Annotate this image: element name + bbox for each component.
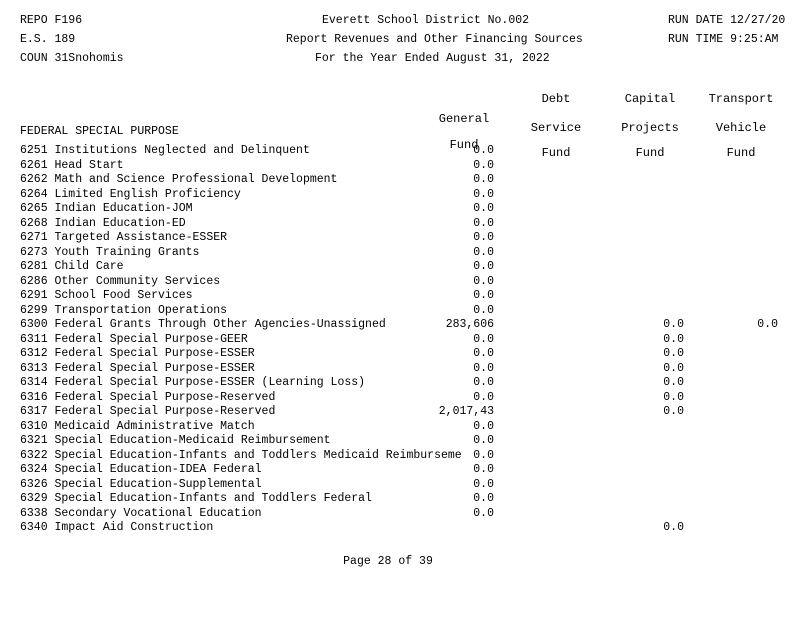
general-fund-value: 0.0 <box>473 173 494 186</box>
row-description: 6338 Secondary Vocational Education <box>20 506 262 520</box>
table-row <box>0 434 800 449</box>
table-row <box>0 231 800 246</box>
column-heading-line: Vehicle <box>715 120 767 135</box>
report-period: For the Year Ended August 31, 2022 <box>315 52 550 65</box>
general-fund-value: 0.0 <box>473 376 494 389</box>
report-title: Report Revenues and Other Financing Sources <box>286 33 583 46</box>
general-fund-value: 283,606 <box>445 318 494 331</box>
row-description: 6261 Head Start <box>20 158 124 172</box>
capital-projects-value: 0.0 <box>663 361 684 375</box>
row-description: 6316 Federal Special Purpose-Reserved <box>20 390 276 404</box>
table-row <box>0 202 800 217</box>
general-fund-value: 0.0 <box>473 463 494 476</box>
capital-projects-value: 0.0 <box>663 347 684 360</box>
row-description: 6312 Federal Special Purpose-ESSER <box>20 347 255 360</box>
general-fund-value: 0.0 <box>473 448 494 462</box>
table-row <box>0 318 800 333</box>
general-fund-value: 0.0 <box>473 303 494 317</box>
capital-projects-value: 0.0 <box>663 318 684 331</box>
capital-projects-value: 0.0 <box>663 521 684 534</box>
table-row <box>0 304 800 319</box>
table-row <box>0 275 800 290</box>
row-description: 6299 Transportation Operations <box>20 303 228 317</box>
table-row <box>0 521 800 536</box>
table-row <box>0 347 800 362</box>
general-fund-value: 0.0 <box>473 202 494 215</box>
table-row <box>0 463 800 478</box>
general-fund-value: 0.0 <box>473 274 494 288</box>
row-description: 6311 Federal Special Purpose-GEER <box>20 332 248 346</box>
row-description: 6322 Special Education-Infants and Toddlers Medicaid Reimburseme <box>20 448 462 462</box>
row-description: 6326 Special Education-Supplemental <box>20 477 262 491</box>
report-id: REPO F196 <box>20 14 83 27</box>
table-row <box>0 188 800 203</box>
capital-projects-value: 0.0 <box>663 390 684 404</box>
row-description: 6286 Other Community Services <box>20 274 221 288</box>
table-row <box>0 507 800 522</box>
row-description: 6321 Special Education-Medicaid Reimbursement <box>20 434 331 447</box>
row-description: 6324 Special Education-IDEA Federal <box>20 463 262 476</box>
district-name: Everett School District No.002 <box>322 14 530 27</box>
general-fund-value: 0.0 <box>473 477 494 491</box>
run-date: RUN DATE 12/27/20 <box>668 14 786 27</box>
general-fund-value: 0.0 <box>473 144 494 157</box>
row-description: 6313 Federal Special Purpose-ESSER <box>20 361 255 375</box>
capital-projects-value: 0.0 <box>663 405 684 418</box>
general-fund-value: 0.0 <box>473 347 494 360</box>
general-fund-value: 0.0 <box>473 231 494 244</box>
table-row <box>0 362 800 377</box>
row-description: 6329 Special Education-Infants and Toddlers Federal <box>20 492 372 505</box>
table-row <box>0 246 800 261</box>
row-description: 6273 Youth Training Grants <box>20 245 200 259</box>
table-row <box>0 260 800 275</box>
column-heading-line: General <box>438 112 490 126</box>
column-heading-line: Fund <box>449 137 479 152</box>
capital-projects-value: 0.0 <box>663 376 684 389</box>
row-description: 6314 Federal Special Purpose-ESSER (Learning Loss) <box>20 376 366 389</box>
table-row <box>0 420 800 435</box>
general-fund-value: 0.0 <box>473 506 494 520</box>
run-time: RUN TIME 9:25:AM <box>668 33 779 46</box>
table-row <box>0 173 800 188</box>
table-row <box>0 159 800 174</box>
column-heading-line: Fund <box>635 146 665 160</box>
table-row <box>0 405 800 420</box>
table-row <box>0 217 800 232</box>
column-heading-line: Projects <box>621 120 679 135</box>
row-description: 6281 Child Care <box>20 260 124 273</box>
row-description: 6265 Indian Education-JOM <box>20 202 193 215</box>
row-description: 6310 Medicaid Administrative Match <box>20 419 255 433</box>
row-description: 6300 Federal Grants Through Other Agencies-Unassigned <box>20 318 386 331</box>
column-heading-line: Fund <box>726 146 756 160</box>
row-description: 6264 Limited English Proficiency <box>20 187 241 201</box>
general-fund-value: 0.0 <box>473 492 494 505</box>
capital-projects-value: 0.0 <box>663 332 684 346</box>
column-heading-line: Transport <box>708 92 774 106</box>
general-fund-value: 0.0 <box>473 361 494 375</box>
table-row <box>0 478 800 493</box>
row-description: 6291 School Food Services <box>20 289 193 302</box>
column-heading-line: Fund <box>541 146 571 160</box>
general-fund-value: 0.0 <box>473 245 494 259</box>
row-description: 6268 Indian Education-ED <box>20 216 186 230</box>
table-row <box>0 376 800 391</box>
table-row <box>0 289 800 304</box>
table-row <box>0 492 800 507</box>
page-number: Page 28 of 39 <box>343 555 433 568</box>
general-fund-value: 0.0 <box>473 332 494 346</box>
general-fund-value: 0.0 <box>473 434 494 447</box>
column-heading-line: Service <box>530 120 582 135</box>
general-fund-value: 2,017,43 <box>438 405 494 418</box>
row-description: 6317 Federal Special Purpose-Reserved <box>20 405 276 418</box>
table-row <box>0 391 800 406</box>
general-fund-value: 0.0 <box>473 187 494 201</box>
column-heading-line: Capital <box>624 92 676 106</box>
table-row <box>0 144 800 159</box>
general-fund-value: 0.0 <box>473 158 494 172</box>
row-description: 6271 Targeted Assistance-ESSER <box>20 231 228 244</box>
general-fund-value: 0.0 <box>473 260 494 273</box>
general-fund-value: 0.0 <box>473 390 494 404</box>
column-heading-line: Debt <box>541 92 571 106</box>
table-row <box>0 333 800 348</box>
general-fund-value: 0.0 <box>473 289 494 302</box>
row-description: 6262 Math and Science Professional Development <box>20 173 338 186</box>
county-name: COUN 31Snohomis <box>20 52 124 65</box>
row-description: 6251 Institutions Neglected and Delinquent <box>20 144 310 157</box>
general-fund-value: 0.0 <box>473 419 494 433</box>
row-description: 6340 Impact Aid Construction <box>20 521 214 534</box>
table-row <box>0 449 800 464</box>
general-fund-value: 0.0 <box>473 216 494 230</box>
section-title: FEDERAL SPECIAL PURPOSE <box>20 125 179 138</box>
es-number: E.S. 189 <box>20 33 76 46</box>
transport-vehicle-value: 0.0 <box>757 318 778 331</box>
